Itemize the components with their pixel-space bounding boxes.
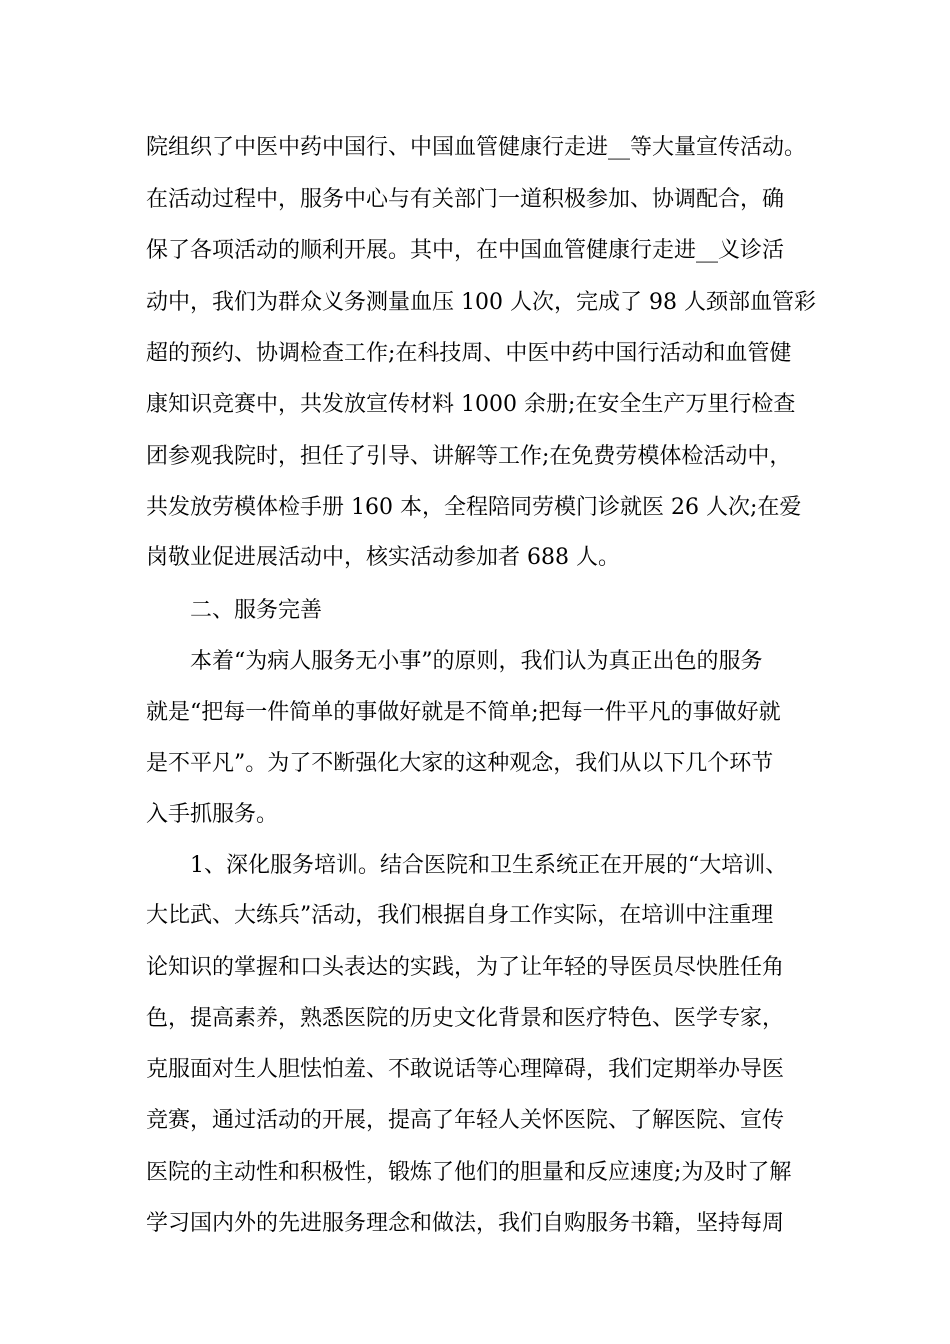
paragraph-line: 是不平凡”。为了不断强化大家的这种观念，我们从以下几个环节 xyxy=(146,751,774,776)
section-heading: 二、服务完善 xyxy=(190,598,323,623)
paragraph-line: 本着“为病人服务无小事”的原则，我们认为真正出色的服务 xyxy=(190,649,763,674)
paragraph-line: 动中，我们为群众义务测量血压 100 人次，完成了 98 人颈部血管彩 xyxy=(146,290,816,315)
paragraph-line: 竞赛，通过活动的开展，提高了年轻人关怀医院、了解医院、宣传 xyxy=(146,1108,785,1133)
paragraph-line: 克服面对生人胆怯怕羞、不敢说话等心理障碍，我们定期举办导医 xyxy=(146,1057,785,1082)
paragraph-line: 超的预约、协调检查工作;在科技周、中医中药中国行活动和血管健 xyxy=(146,341,792,366)
paragraph-line: 院组织了中医中药中国行、中国血管健康行走进__等大量宣传活动。 xyxy=(146,135,807,160)
paragraph-line: 色，提高素养，熟悉医院的历史文化背景和医疗特色、医学专家， xyxy=(146,1006,785,1031)
paragraph-line: 医院的主动性和积极性，锻炼了他们的胆量和反应速度;为及时了解 xyxy=(146,1160,792,1185)
paragraph-line: 共发放劳模体检手册 160 本，全程陪同劳模门诊就医 26 人次;在爱 xyxy=(146,495,802,520)
paragraph-line: 保了各项活动的顺利开展。其中，在中国血管健康行走进__义诊活 xyxy=(146,238,785,263)
paragraph-line: 在活动过程中，服务中心与有关部门一道积极参加、协调配合，确 xyxy=(146,187,785,212)
paragraph-line: 1、深化服务培训。结合医院和卫生系统正在开展的“大培训、 xyxy=(190,853,788,878)
paragraph-line: 岗敬业促进展活动中，核实活动参加者 688 人。 xyxy=(146,545,620,570)
paragraph-line: 入手抓服务。 xyxy=(146,802,279,827)
paragraph-line: 学习国内外的先进服务理念和做法，我们自购服务书籍，坚持每周 xyxy=(146,1211,785,1236)
paragraph-line: 大比武、大练兵”活动，我们根据自身工作实际，在培训中注重理 xyxy=(146,903,774,928)
paragraph-line: 康知识竞赛中，共发放宣传材料 1000 余册;在安全生产万里行检查 xyxy=(146,392,796,417)
paragraph-line: 就是“把每一件简单的事做好就是不简单;把每一件平凡的事做好就 xyxy=(146,700,781,725)
paragraph-line: 团参观我院时，担任了引导、讲解等工作;在免费劳模体检活动中， xyxy=(146,444,792,469)
paragraph-line: 论知识的掌握和口头表达的实践，为了让年轻的导医员尽快胜任角 xyxy=(146,955,785,980)
